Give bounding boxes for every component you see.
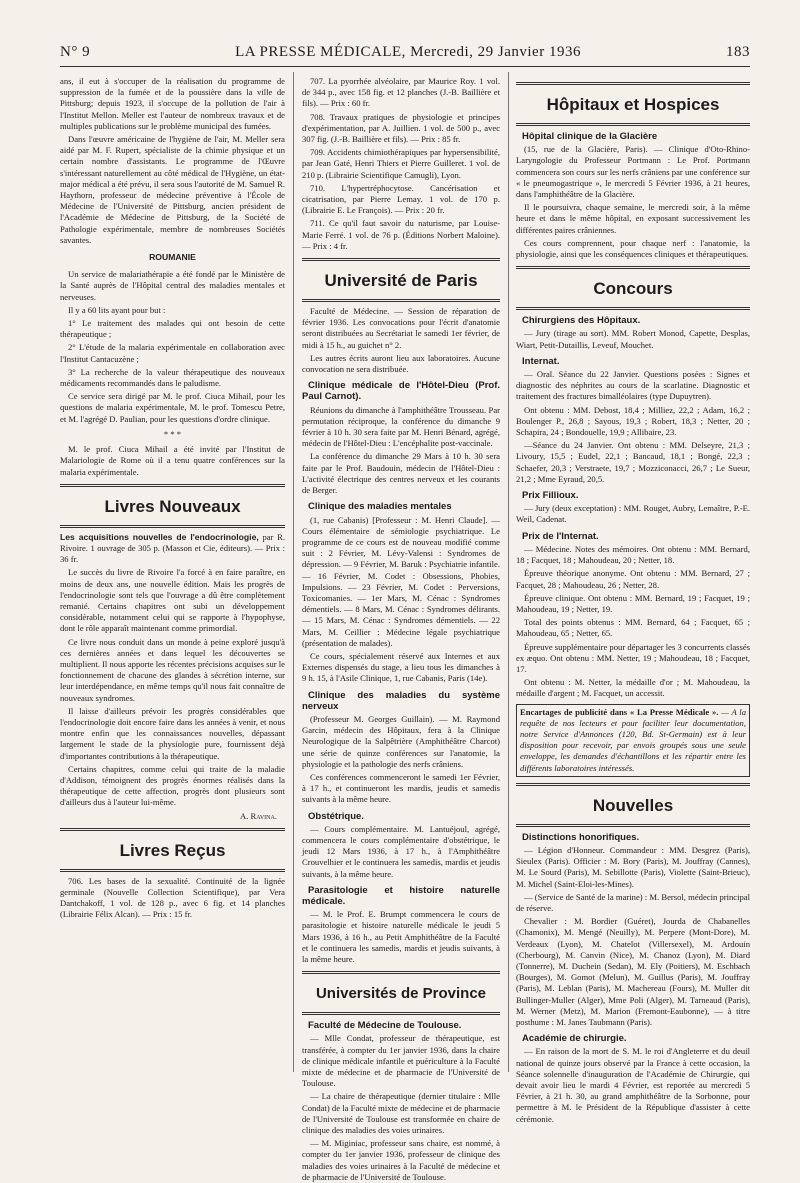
- section-rule: [516, 307, 750, 310]
- paragraph: La conférence du dimanche 29 Mars à 10 h. 30 sera faite par le Prof. Baudouin, médecin de l'Hôtel-Dieu : L'activité électrique des centres nerveux et les courants de Berger.: [302, 451, 500, 496]
- column-middle: [302, 76, 500, 1182]
- section-rule: [302, 258, 500, 261]
- subheading-roumanie: ROUMANIE: [149, 252, 196, 263]
- section-title-livres-recus: Livres Reçus: [119, 840, 226, 860]
- paragraph: — Jury (deux exceptation) : MM. Rouget, Aubry, Lemaître, P.-E. Weil, Cadenat.: [516, 503, 750, 525]
- paragraph: Il le poursuivra, chaque semaine, le mercredi soir, à la même heure et dans le même hôpital, en exposant successivement les différentes paires crâniennes.: [516, 202, 750, 235]
- paragraph: Il y a 60 lits ayant pour but :: [68, 304, 166, 315]
- paragraph: Ont obtenu : MM. Debost, 18,4 ; Milliez, 22,2 ; Adam, 16,2 ; Boulenger P., 26,8 ; Sayous, 19,3 ; Robert, 18,3 ; Netter, 20 ; Schapira, 24 ; Bondouelle, 19,9 ; Allibaire, 23.: [516, 404, 750, 438]
- subheading: Faculté de Médecine de Toulouse.: [308, 1020, 462, 1032]
- book-reference: par R. Rivoire. 1 ouvrage de 305 p. (Masson et Cie, éditeurs). — Prix : 36 fr.: [60, 531, 285, 565]
- book-entry: 708. Travaux pratiques de physiologie et principes d'expérimentation, par A. Juillien. 1 vol. de 500 p., avec 307 fig. (J.-B. Baillière et fils). — Prix : 85 fr.: [302, 111, 500, 145]
- issue-number: N° 9: [60, 44, 91, 60]
- paragraph: — Légion d'Honneur. Commandeur : MM. Desgrez (Paris), Sieulex (Paris). Officier : M. Bory (Paris), M. Jouffray (Cannes), M. Le Sourd (Paris), M. Sebillotte (Paris), Violette (Saint-Brieuc), M. Michel (Saint-Eloi-les-Mines).: [516, 844, 750, 889]
- paragraph: —Séance du 24 Janvier. Ont obtenu : MM. Delseyre, 21,3 ; Livoury, 15,5 ; Eudel, 22,1 ; Bancaud, 18,1 ; Bongé, 22,3 ; Schaefer, 20,3 ; Verstraete, 19,7 ; Mozziconacci, 26,7 ; Le Sueur, 21,2 ; Mme Eyraud, 20,5.: [516, 440, 750, 484]
- column-right: [516, 76, 750, 1124]
- paragraph: Réunions du dimanche à l'amphithéâtre Trousseau. Par permutation réciproque, la conférence du dimanche 9 février à 10 h. 30 sera faite par M. Henri Bénard, agrégé, médecin de l'Hôtel-Dieu : L'encéphalite post-vaccinale.: [302, 404, 500, 449]
- column-divider: [508, 72, 509, 1072]
- paragraph: Ont obtenu : M. Netter, la médaille d'or ; M. Mahoudeau, la médaille d'argent ; M. Facquet, un accessit.: [516, 677, 750, 699]
- paragraph: Ces conférences commenceront le samedi 1er Février, à 17 h., et continueront les mardis, jeudis et samedis suivants à la même heure.: [302, 771, 500, 805]
- paragraph: — La chaire de thérapeutique (dernier titulaire : Mlle Condat) de la Faculté mixte de médecine et de pharmacie de l'Université de Toulouse est transformée en chaire de clinique des maladies des voies urinaires.: [302, 1091, 500, 1136]
- section-rule: [60, 484, 285, 487]
- paragraph: Dans l'œuvre américaine de l'hygiène de l'air, M. Meller sera aidé par M. F. Rupert, spécialiste de la chimie physique et un certain nombre d'assistants. Le programme de l'Œuvre s'intéressant naturellement au côté médical de l'Hygiène, un état-major médical a été prévu, il sera sous l'autorité de M. Samuel R. Haythorn, professeur de médecine préventive à l'École de Médecine de l'Université de Pittsburg, ancien président de l'Académie de Médecine de Pittsburg, de la Société de Pathologie expérimentale, membre de nombreuses Sociétés savantes.: [60, 134, 285, 245]
- paragraph: — Mlle Condat, professeur de thérapeutique, est transférée, à compter du 1er janvier 1936, dans la chaire de clinique médicale infantile et puériculture à la Faculté mixte de médecine et de pharmacie de l'Université de Toulouse.: [302, 1033, 500, 1089]
- paragraph: — En raison de la mort de S. M. le roi d'Angleterre et du deuil national de quinze jours observé par la France à cette occasion, la Séance solennelle d'inauguration de l'Académie de Chirurgie, qui devait avoir lieu le mardi 4 Février, est reportée au mercredi 5 Février, à 21 h. 30, au grand amphithéâtre de la Sorbonne, pour permettre à M. le Président de la République d'assister à cette cérémonie.: [516, 1046, 750, 1124]
- section-title-universite-paris: Université de Paris: [324, 271, 478, 291]
- paragraph: 3° La recherche de la valeur thérapeutique des nouveaux médicaments recommandés dans le paludisme.: [60, 366, 285, 389]
- notice-box: [516, 704, 750, 777]
- subheading: Clinique des maladies mentales: [308, 501, 452, 513]
- paragraph: ans, il eut à s'occuper de la réalisation du programme de suppression de la fumée et de la poussière dans la ville de Pittsburg; depuis 1923, il s'occupe de la pollution de l'air à l'Institut Mellon. Meller est l'auteur de nombreux travaux et de multiples publications sur le problème municipal des fumées.: [60, 76, 285, 131]
- section-title-livres-nouveaux: Livres Nouveaux: [104, 496, 241, 516]
- page-header: [60, 44, 750, 67]
- subheading: Internat.: [522, 355, 560, 367]
- paragraph: Épreuve théorique anonyme. Ont obtenu : MM. Bernard, 27 ; Facquet, 28 ; Mahoudeau, 26 ; Netter, 28.: [516, 568, 750, 590]
- column-left: [60, 76, 285, 1076]
- subheading: Hôpital clinique de la Glacière: [522, 131, 658, 142]
- paragraph: — Jury (tirage au sort). MM. Robert Monod, Capette, Desplas, Wiart, Petit-Dutaillis, Leveuf, Mouchet.: [516, 328, 750, 350]
- section-rule: [302, 971, 500, 974]
- paragraph: Épreuve clinique. Ont obtenu : MM. Bernard, 19 ; Facquet, 19 ; Mahoudeau, 19 ; Netter, 19.: [516, 592, 750, 614]
- paragraph: Total des points obtenus : MM. Bernard, 64 ; Facquet, 65 ; Mahoudeau, 65 ; Netter, 65.: [516, 617, 750, 639]
- section-rule: [60, 525, 285, 528]
- section-title-nouvelles: Nouvelles: [592, 795, 674, 815]
- paragraph: (1, rue Cabanis) [Professeur : M. Henri Claude]. — Cours élémentaire de sémiologie psychiatrique. Le programme de ce cours est de nouveau modifié comme suit : 2 Février, M. Lévy-Valensi : Syndromes de dépression. — 9 Février, M. Baruk : Psychiatrie infantile. — 16 Février, M. Codet : Obsessions, Phobies, Impulsions. — 23 Février, M. Codet : Perversions, Toxicomanies. — 1er Mars, M. Cénac : Syndromes démentiels. — 8 Mars, M. Cénac : Syndromes délirants. — 15 Mars, M. Cénac : Syndromes démentiels. — 22 Mars, M. Ceillier : Médecine légale psychiatrique (présentation de malades).: [302, 514, 500, 648]
- paragraph: Certains chapitres, comme celui qui traite de la maladie d'Addison, témoignent des progrès énormes réalisés dans la thérapeutique de cette affection, progrès dont plusieurs sont d'ailleurs dus à l'auteur lui-même.: [60, 763, 285, 808]
- masthead-title: LA PRESSE MÉDICALE, Mercredi, 29 Janvier 1936: [235, 44, 581, 60]
- paragraph: — Médecine. Notes des mémoires. Ont obtenu : MM. Bernard, 18 ; Facquet, 18 ; Mahoudeau, 20 ; Netter, 18.: [516, 543, 750, 566]
- subheading: Chirurgiens des Hôpitaux.: [522, 315, 641, 327]
- section-rule: [516, 783, 750, 786]
- section-rule: [302, 299, 500, 302]
- paragraph: (15, rue de la Glacière, Paris). — Clinique d'Oto-Rhino-Laryngologie du Professeur Portmann : Le Prof. Portmann commencera son cours sur les nerfs crâniens par une conférence sur « le pneumogastrique », le mercredi 5 Février 1936, à 21 heures, dans l'amphithéâtre de la Glacière.: [516, 144, 750, 200]
- subheading: Prix Fillioux.: [522, 490, 579, 502]
- notice-text: — A la requête de nos lecteurs et pour faciliter leur documentation, notre Service d'Annonces (120, Bd. St-Germain) est à leur disposition pour recevoir, par envois groupés sous une seule enveloppe, les demandes d'échantillons et les répartir entre les différents laboratoires intéressés.: [520, 706, 746, 773]
- subheading: Obstétrique.: [308, 810, 364, 822]
- paragraph: Chevalier : M. Bordier (Guéret), Jourda de Chabanelles (Chamonix), M. Mengé (Neuilly), M. Perpere (Mont-Dore), M. Verdeaux (Lyon), M. Chatelot (Villersexel), M. Ardouin (Cherbourg), M. Canvin (Nice), M. Chanoz (Lyon), M. Diard (Tonnerre), M. Duchein (Sedan), M. Ely (Poitiers), M. Eschbach (Bourges), M. Gomot (Melun), M. Guillus (Paris), M. Jouffray (Paris), M. Leblan (Paris), M. Machereau (Fours), M. Muller dit Bullinger-Muller (Alger), Mme Poli (Alger), M. Tarneaud (Paris), M. Werner (Metz), M. Marion (Fremont-Eaubonne), — à titre posthume : M. Janes Taubmann (Paris).: [516, 916, 750, 1027]
- paragraph: Les autres écrits auront lieu aux laboratoires. Aucune convocation ne sera distribuée.: [302, 352, 500, 375]
- paragraph: Ce livre nous conduit dans un monde à peine exploré jusqu'à ces dernières années et dans lequel les découvertes se multiplient. Il nous apporte les récentes précisions acquises sur le fonctionnement de chacune des glandes à sécrétion interne, sur leur interdépendance, en même temps qu'il nous fait connaître de nouveaux syndromes.: [60, 636, 285, 703]
- page-number: 183: [726, 44, 750, 60]
- paragraph: Ces cours comprennent, pour chaque nerf : l'anatomie, la physiologie, ainsi que les conséquences cliniques et thérapeutiques.: [516, 237, 750, 260]
- paragraph: Faculté de Médecine. — Session de réparation de février 1936. Les convocations pour l'écrit d'anatomie seront distribuées au Secrétariat le samedi 1er février, de midi à 15 h., au guichet n° 2.: [302, 306, 500, 350]
- column-divider: [293, 72, 294, 1072]
- subheading: Parasitologie et histoire naturelle médicale.: [302, 884, 500, 907]
- paragraph: Ce service sera dirigé par M. le prof. Ciuca Mihail, pour les questions de malaria expérimentale, M. le prof. Tomescu Petre, et M. l'agrégé D. Paulian, pour les questions d'ordre clinique.: [60, 391, 285, 424]
- paragraph: — Cours complémentaire. M. Lantuéjoul, agrégé, commencera le cours complémentaire d'obstétrique, le jeudi 12 Mars 1936, à 17 h., à l'Amphithéâtre Crouvelhier et le continuera les samedis, mardis et jeudis suivants, à la même heure.: [302, 823, 500, 879]
- paragraph: — M. Miginiac, professeur sans chaire, est nommé, à compter du 1er janvier 1936, professeur de clinique des maladies des voies urinaires à la Faculté de médecine et de pharmacie de l'Université de Toulouse.: [302, 1138, 500, 1182]
- paragraph: (Professeur M. Georges Guillain). — M. Raymond Garcin, médecin des Hôpitaux, fera à la Clinique Neurologique de la Salpêtrière (Amphithéâtre Charcot) une série de quinze conférences sur l'anatomie, la physiologie et la pathologie des nerfs crâniens.: [302, 713, 500, 769]
- separator-stars: * * *: [163, 428, 182, 439]
- book-entry: 710. L'hypertréphocytose. Cancérisation et cicatrisation, par Pierre Lemay. 1 vol. de 170 p. (Librairie E. Le François). — Prix : 20 fr.: [302, 182, 500, 216]
- section-rule: [60, 869, 285, 872]
- section-rule: [516, 824, 750, 827]
- book-entry: 706. Les bases de la sexualité. Continuité de la lignée germinale (Nouvelle Collection Scientifique), par Vera Dantchakoff, 1 vol. de 128 p., avec 6 fig. et 14 planches (Librairie Félix Alcan). — Prix : 15 fr.: [60, 875, 285, 920]
- paragraph: 2° L'étude de la malaria expérimentale en collaboration avec l'Institut Cantacuzène ;: [60, 342, 285, 364]
- notice-title: Encartages de publicité dans « La Presse Médicale ».: [520, 706, 719, 717]
- paragraph: — Oral. Séance du 22 Janvier. Questions posées : Signes et diagnostic des néphrites au cours de la scarlatine. Diagnostic et traitement des fractures bimalléolaires (type Dupuytren).: [516, 369, 750, 402]
- paragraph: — M. le Prof. E. Brumpt commencera le cours de parasitologie et histoire naturelle médicale le jeudi 5 Mars 1936, à 16 h., au Petit Amphithéâtre de la Faculté et le continuera les samedis, mardis et jeudis suivants, à la même heure.: [302, 909, 500, 965]
- paragraph: M. le prof. Ciuca Mihail a été invité par l'Institut de Malariologie de Rome où il a tenu quatre conférences sur la malaria expérimentale.: [60, 444, 285, 477]
- book-entry: 709. Accidents chimiothérapiques par hypersensibilité, par Jean Gaté, Henri Thiers et Pierre Guilleret. 1 vol. de 210 p. (Librairie Scientifique Camugli), Lyon.: [302, 147, 500, 180]
- book-entry: 711. Ce qu'il faut savoir du naturisme, par Louise-Marie Ferré. 1 vol. de 76 p. (Éditions Norbert Maloine). — Prix : 4 fr.: [302, 218, 500, 251]
- paragraph: Un service de malariathérapie a été fondé par le Ministère de la Santé auprès de l'Hôpital central des maladies mentales et nerveuses.: [60, 269, 285, 302]
- paragraph: 1° Le traitement des malades qui ont besoin de cette thérapeutique ;: [60, 318, 285, 340]
- subheading: Académie de chirurgie.: [522, 1033, 627, 1045]
- paragraph: Il laisse d'ailleurs prévoir les progrès considérables que l'endocrinologie doit encore faire dans les années à venir, et nous montre enfin que les connaissances nouvelles, dépassant largement le stade de la physiologie pure, fournissent déjà d'importantes contributions à la thérapeutique.: [60, 705, 285, 761]
- section-rule: [516, 123, 750, 126]
- book-entry: 707. La pyorrhée alvéolaire, par Maurice Roy. 1 vol. de 344 p., avec 158 fig. et 12 planches (J.-B. Baillière et fils). — Prix : 60 fr.: [302, 76, 500, 109]
- paragraph: Épreuve supplémentaire pour départager les 3 concurrents classés ex æquo. Ont obtenu : MM. Netter, 19 ; Mahoudeau, 18 ; Facquet, 17.: [516, 641, 750, 674]
- section-rule: [516, 266, 750, 269]
- section-title-universites-province: Universités de Province: [315, 985, 487, 1003]
- subheading: Clinique médicale de l'Hôtel-Dieu (Prof. Paul Carnot).: [302, 380, 500, 403]
- paragraph: Ce cours, spécialement réservé aux Internes et aux Externes dispensés du stage, a lieu tous les dimanches à 9 h. 15, à l'Asile Clinique, 1, rue Cabanis, Paris (14e).: [302, 650, 500, 684]
- section-title-hopitaux: Hôpitaux et Hospices: [546, 95, 720, 114]
- paragraph: Le succès du livre de Rivoire l'a forcé à en faire paraître, en moins de deux ans, une nouvelle édition. Mais les progrès de l'endocrinologie sont tels que l'ouvrage a dû être complètement remanié. Certains chapitres ont subi un développement considérable, notamment celui qui se rapporte à l'hypophyse, dont le rôle apparaît maintenant comme primordial.: [60, 567, 285, 634]
- section-rule: [302, 1012, 500, 1015]
- paragraph: — (Service de Santé de la marine) : M. Bersol, médecin principal de réserve.: [516, 891, 750, 913]
- subheading: Prix de l'Internat.: [522, 530, 599, 542]
- subheading: Clinique des maladies du système nerveux: [302, 689, 500, 712]
- section-title-concours: Concours: [593, 279, 673, 299]
- section-rule: [60, 828, 285, 831]
- author-signature: A. Ravina.: [240, 810, 277, 821]
- book-title: Les acquisitions nouvelles de l'endocrinologie,: [60, 531, 259, 542]
- section-rule: [516, 82, 750, 85]
- subheading: Distinctions honorifiques.: [522, 831, 640, 843]
